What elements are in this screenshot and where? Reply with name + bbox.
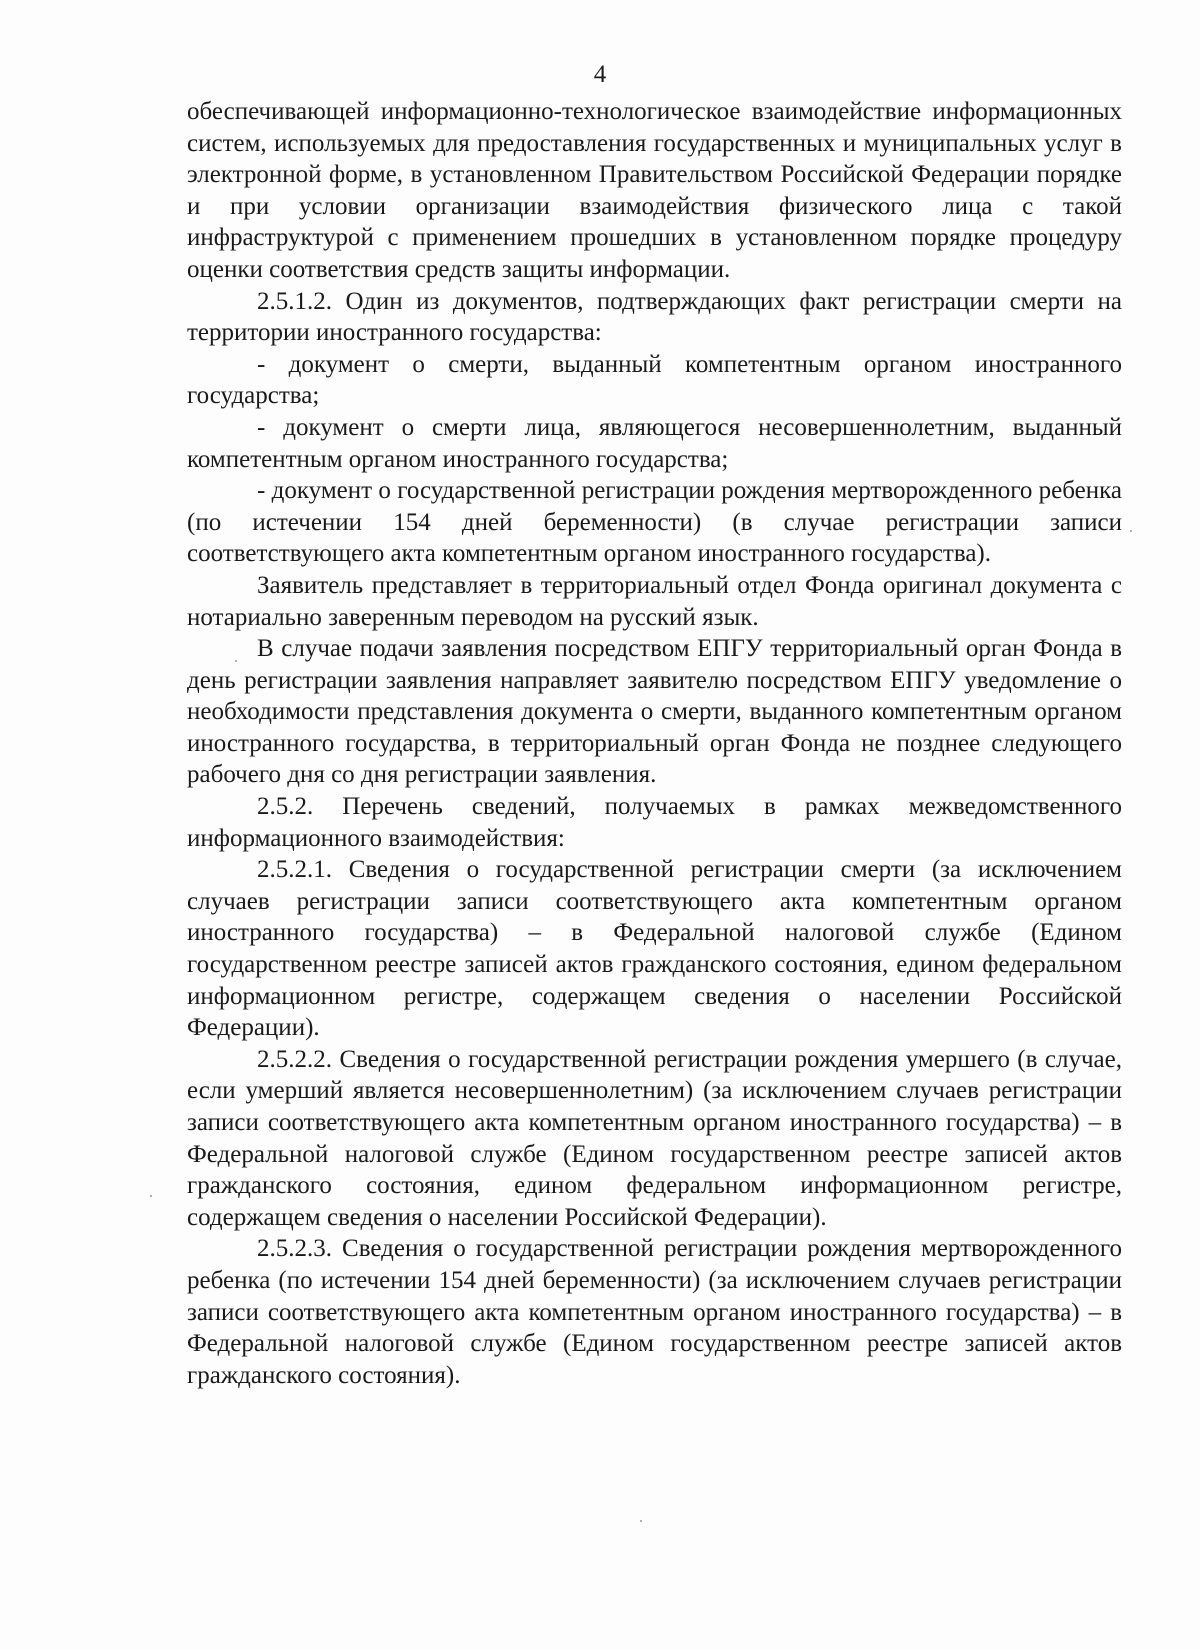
scan-speck [235, 660, 237, 662]
paragraph-2-5-2-1: 2.5.2.1. Сведения о государственной регистрации смерти (за исключением случаев регистрации записи соответствующего акта компетентным органом иностранного государства) – в Федеральной налоговой службе (Едином государственном реестре записей актов гражданского состояния, едином федеральном информационном регистре, содержащем сведения о населении Российской Федерации). [187, 856, 1122, 1042]
list-item-death-document: - документ о смерти, выданный компетентным органом иностранного государства; [187, 350, 1122, 410]
paragraph-applicant-submits: Заявитель представляет в территориальный отдел Фонда оригинал документа с нотариально заверенным переводом на русский язык. [187, 571, 1122, 631]
paragraph-2-5-2-3: 2.5.2.3. Сведения о государственной регистрации рождения мертворожденного ребенка (по истечении 154 дней беременности) (за исключением случаев регистрации записи соответствующего акта компетентным органом иностранного государства) – в Федеральной налоговой службе (Едином государственном реестре записей актов гражданского состояния). [187, 1235, 1122, 1389]
scan-speck [150, 1195, 152, 1197]
list-item-minor-death-document: - документ о смерти лица, являющегося несовершеннолетним, выданный компетентным органом иностранного государства; [187, 413, 1122, 473]
paragraph-epgu-notification: В случае подачи заявления посредством ЕПГУ территориальный орган Фонда в день регистрации заявления направляет заявителю посредством ЕПГУ уведомление о необходимости представления документа о смерти, выданного компетентным органом иностранного государства, в территориальный орган Фонда не позднее следующего рабочего дня со дня регистрации заявления. [187, 635, 1122, 789]
paragraph-2-5-2: 2.5.2. Перечень сведений, получаемых в рамках межведомственного информационного взаимодействия: [187, 793, 1122, 852]
document-body [187, 96, 1122, 1391]
paragraph-continuation: обеспечивающей информационно-технологическое взаимодействие информационных систем, используемых для предоставления государственных и муниципальных услуг в электронной форме, в установленном Правительством Российской Федерации порядке и при условии организации взаимодействия физического лица с такой инфраструктурой с применением прошедших в установленном порядке процедуру оценки соответствия средств защиты информации. [187, 98, 1122, 283]
page-number: 4 [593, 61, 607, 88]
scan-speck [640, 1520, 642, 1522]
paragraph-2-5-2-2: 2.5.2.2. Сведения о государственной регистрации рождения умершего (в случае, если умерший является несовершеннолетним) (за исключением случаев регистрации записи соответствующего акта компетентным органом иностранного государства) – в Федеральной налоговой службе (Едином государственном реестре записей актов гражданского состояния, едином федеральном информационном регистре, содержащем сведения о населении Российской Федерации). [187, 1045, 1122, 1231]
paragraph-2-5-1-2: 2.5.1.2. Один из документов, подтверждающих факт регистрации смерти на территории иностранного государства: [187, 287, 1122, 347]
list-item-stillbirth-document: - документ о государственной регистрации рождения мертворожденного ребенка (по истечении 154 дней беременности) (в случае регистрации записи соответствующего акта компетентным органом иностранного государства). [187, 477, 1122, 568]
scan-speck [1130, 530, 1132, 532]
